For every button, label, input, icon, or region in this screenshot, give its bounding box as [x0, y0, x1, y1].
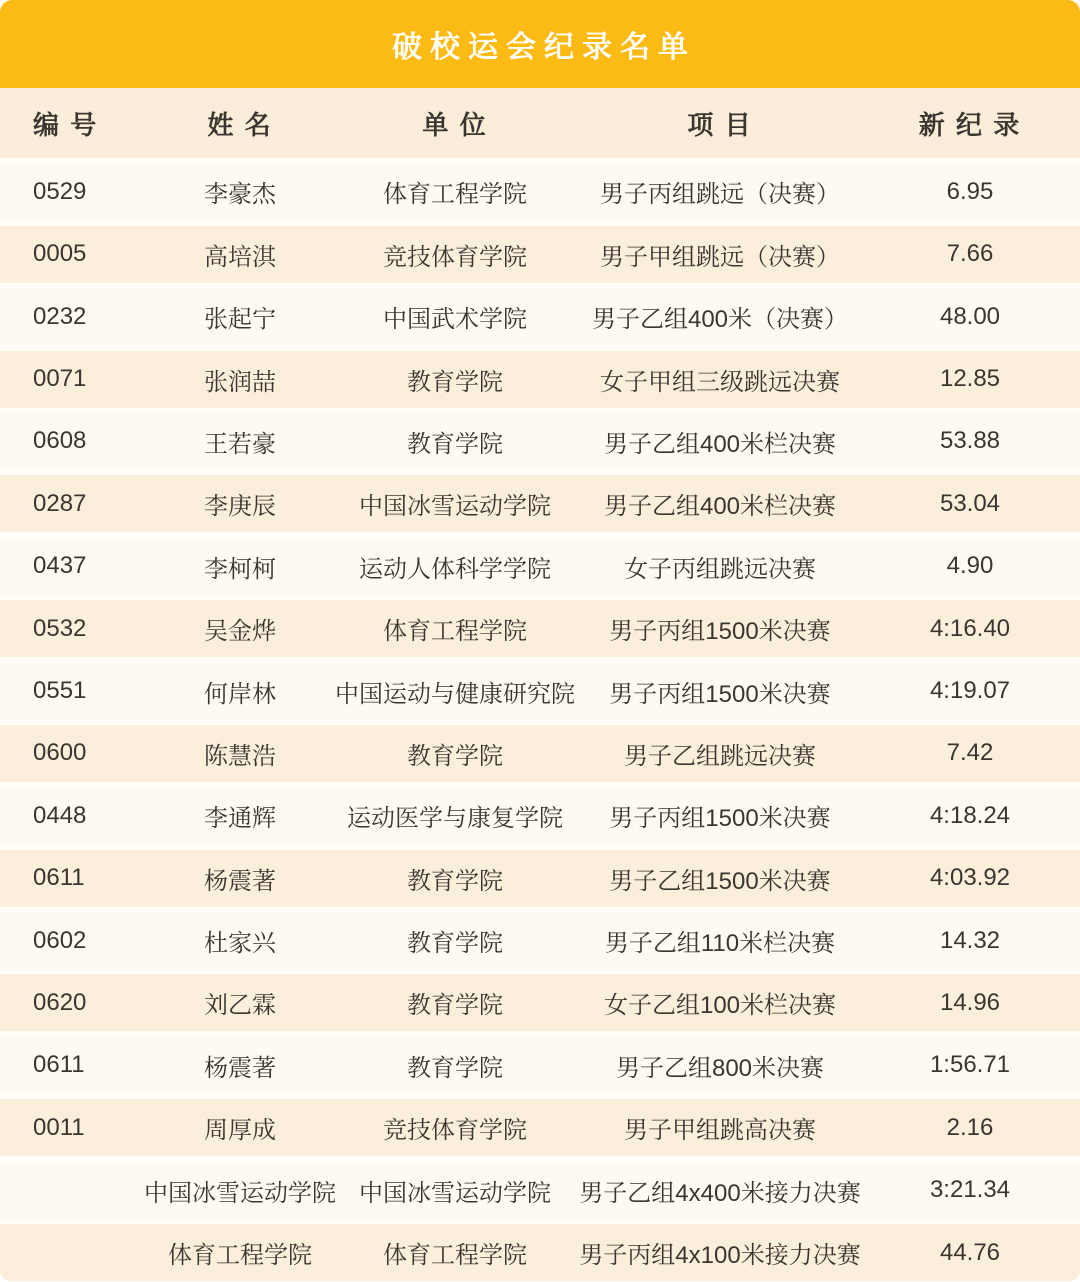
cell-id: 0608	[33, 427, 87, 455]
cell-unit: 中国冰雪运动学院	[359, 493, 551, 521]
cell-name: 刘乙霖	[204, 992, 276, 1020]
cell-record: 7.66	[946, 240, 994, 268]
cell-name: 中国冰雪运动学院	[144, 1179, 336, 1207]
cell-unit: 教育学院	[407, 1054, 503, 1082]
header-cell-name: 姓 名	[207, 109, 273, 140]
table-row	[0, 1099, 1080, 1156]
cell-event: 男子乙组400米（决赛）	[591, 306, 849, 334]
cell-record: 12.85	[939, 365, 1001, 393]
table-row	[0, 351, 1080, 408]
cell-unit: 运动医学与康复学院	[347, 805, 563, 833]
cell-id	[0, 1162, 150, 1219]
cell-event: 女子乙组100米栏决赛	[603, 992, 837, 1020]
cell-id: 0437	[33, 552, 87, 580]
cell-name: 体育工程学院	[168, 1242, 312, 1270]
cell-event: 女子甲组三级跳远决赛	[600, 368, 840, 396]
table-row	[0, 288, 1080, 345]
table-row	[0, 475, 1080, 532]
cell-id: 0448	[33, 801, 87, 829]
cell-record: 3:21.34	[929, 1176, 1011, 1204]
cell-event: 男子乙组400米栏决赛	[603, 493, 837, 521]
header-cell-record: 新 纪 录	[918, 109, 1022, 140]
cell-record: 48.00	[939, 302, 1001, 330]
cell-name: 杨震著	[204, 867, 276, 895]
cell-id: 0011	[33, 1113, 85, 1141]
cell-unit: 中国运动与健康研究院	[335, 680, 575, 708]
cell-record: 2.16	[946, 1113, 994, 1141]
table-row	[0, 725, 1080, 782]
cell-id: 0071	[33, 365, 87, 393]
cell-event: 女子丙组跳远决赛	[624, 555, 816, 583]
cell-unit: 教育学院	[407, 742, 503, 770]
header-cell-unit: 单 位	[422, 109, 488, 140]
cell-unit: 教育学院	[407, 867, 503, 895]
cell-name: 周厚成	[204, 1117, 276, 1145]
table-row	[0, 1224, 1080, 1281]
page-title: 破校运会纪录名单	[392, 31, 696, 64]
cell-record: 44.76	[939, 1238, 1001, 1266]
cell-event: 男子乙组跳远决赛	[624, 742, 816, 770]
table-row	[0, 974, 1080, 1031]
table-row	[0, 413, 1080, 470]
cell-unit: 竞技体育学院	[383, 243, 527, 271]
cell-record: 53.88	[939, 427, 1001, 455]
cell-name: 杨震著	[204, 1054, 276, 1082]
cell-id: 0600	[33, 739, 87, 767]
cell-id: 0611	[33, 864, 85, 892]
cell-id: 0551	[33, 677, 87, 705]
table-row	[0, 787, 1080, 844]
table-row	[0, 600, 1080, 657]
header-cell-event: 项 目	[687, 109, 753, 140]
table-row	[0, 163, 1080, 220]
cell-unit: 运动人体科学学院	[359, 555, 551, 583]
cell-event: 男子乙组800米决赛	[615, 1054, 825, 1082]
cell-name: 高培淇	[204, 243, 276, 271]
cell-id	[0, 1224, 150, 1281]
cell-event: 男子乙组110米栏决赛	[604, 930, 836, 958]
cell-name: 吴金烨	[204, 618, 276, 646]
title-bar	[0, 0, 1080, 88]
cell-unit: 体育工程学院	[383, 1242, 527, 1270]
cell-unit: 中国武术学院	[383, 306, 527, 334]
cell-name: 陈慧浩	[204, 742, 276, 770]
cell-id: 0611	[33, 1051, 85, 1079]
cell-event: 男子丙组1500米决赛	[609, 618, 831, 646]
table-body	[0, 163, 1080, 1281]
cell-name: 王若豪	[204, 430, 276, 458]
cell-record: 4:18.24	[929, 801, 1011, 829]
cell-id: 0529	[33, 177, 87, 205]
cell-name: 李豪杰	[204, 181, 276, 209]
cell-name: 张起宁	[204, 306, 276, 334]
cell-record: 14.32	[939, 926, 1001, 954]
cell-id: 0005	[33, 240, 87, 268]
cell-event: 男子丙组4x100米接力决赛	[579, 1242, 861, 1270]
cell-record: 4:16.40	[929, 614, 1011, 642]
cell-unit: 中国冰雪运动学院	[359, 1179, 551, 1207]
cell-event: 男子甲组跳远（决赛）	[600, 243, 840, 271]
cell-name: 张润喆	[204, 368, 276, 396]
cell-event: 男子丙组1500米决赛	[609, 680, 831, 708]
cell-id: 0287	[33, 489, 87, 517]
cell-name: 何岸林	[204, 680, 276, 708]
cell-id: 0532	[33, 614, 87, 642]
cell-name: 李柯柯	[204, 555, 276, 583]
cell-record: 4:19.07	[929, 677, 1011, 705]
cell-id: 0602	[33, 926, 87, 954]
cell-event: 男子甲组跳高决赛	[624, 1117, 816, 1145]
cell-record: 14.96	[939, 988, 1001, 1016]
cell-event: 男子乙组400米栏决赛	[603, 430, 837, 458]
header-cell-id: 编 号	[33, 109, 99, 140]
cell-unit: 教育学院	[407, 430, 503, 458]
cell-record: 1:56.71	[929, 1051, 1011, 1079]
cell-name: 李庚辰	[204, 493, 276, 521]
cell-record: 6.95	[946, 177, 994, 205]
table-row	[0, 663, 1080, 720]
cell-record: 53.04	[939, 489, 1001, 517]
table-row	[0, 1162, 1080, 1219]
cell-unit: 教育学院	[407, 992, 503, 1020]
cell-unit: 教育学院	[407, 368, 503, 396]
table-row	[0, 912, 1080, 969]
table-row	[0, 226, 1080, 283]
table-header-row	[0, 88, 1080, 158]
table-row	[0, 538, 1080, 595]
cell-event: 男子乙组1500米决赛	[609, 867, 831, 895]
cell-id: 0620	[33, 988, 87, 1016]
cell-unit: 教育学院	[407, 930, 503, 958]
cell-name: 李通辉	[204, 805, 276, 833]
cell-record: 7.42	[946, 739, 994, 767]
table-row	[0, 1037, 1080, 1094]
cell-event: 男子乙组4x400米接力决赛	[579, 1179, 861, 1207]
cell-name: 杜家兴	[204, 930, 276, 958]
cell-unit: 体育工程学院	[383, 181, 527, 209]
cell-id: 0232	[33, 302, 87, 330]
table-row	[0, 850, 1080, 907]
cell-event: 男子丙组1500米决赛	[609, 805, 831, 833]
cell-record: 4.90	[946, 552, 994, 580]
cell-event: 男子丙组跳远（决赛）	[600, 181, 840, 209]
cell-unit: 竞技体育学院	[383, 1117, 527, 1145]
cell-record: 4:03.92	[929, 864, 1011, 892]
cell-unit: 体育工程学院	[383, 618, 527, 646]
